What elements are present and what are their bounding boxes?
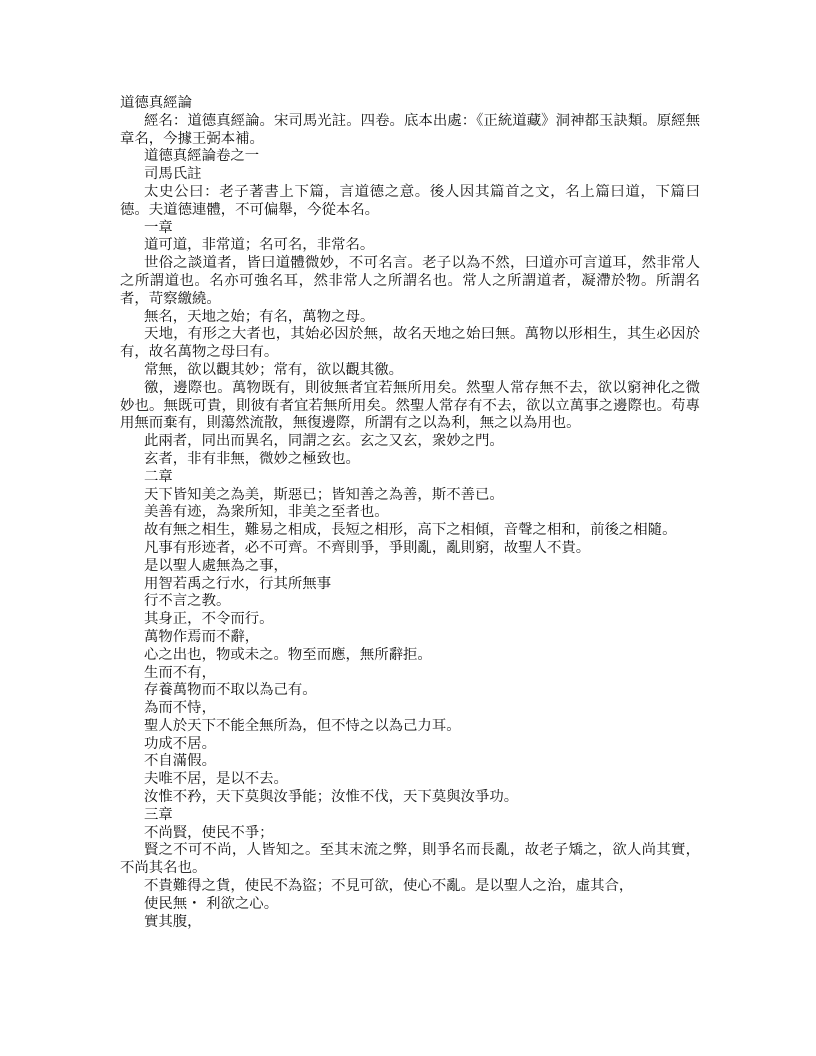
chapter-heading-3: 三章 xyxy=(144,806,173,823)
paragraph: 不尚賢，使民不爭； xyxy=(144,824,274,841)
document-title: 道德真經論 xyxy=(120,95,192,111)
paragraph: 凡事有形迹者，必不可齊。不齊則爭，爭則亂，亂則窮，故聖人不貴。 xyxy=(144,539,591,556)
paragraph: 不自滿假。 xyxy=(144,753,216,770)
paragraph: 賢之不可不尚，人皆知之。至其末流之弊，則爭名而長亂，故老子矯之，欲人尚其實，不尚其名也。 xyxy=(120,842,700,877)
paragraph-metadata: 經名：道德真經論。宋司馬光註。四卷。底本出處：《正統道藏》洞神都玉訣類。原經無章名，今據王弼本補。 xyxy=(120,112,700,147)
paragraph: 玄者，非有非無，微妙之極致也。 xyxy=(144,450,360,467)
paragraph-volume-heading: 道德真經論卷之一 xyxy=(144,148,260,165)
paragraph: 為而不恃， xyxy=(144,700,216,717)
paragraph: 存養萬物而不取以為己有。 xyxy=(144,682,317,699)
paragraph-annotator: 司馬氏註 xyxy=(144,166,202,183)
paragraph: 聖人於天下不能全無所為，但不恃之以為己力耳。 xyxy=(144,717,461,734)
paragraph: 常無，欲以觀其妙；常有，欲以觀其徼。 xyxy=(144,361,404,378)
chapter-heading-1: 一章 xyxy=(144,219,173,236)
paragraph: 無名，天地之始；有名，萬物之母。 xyxy=(144,308,375,325)
paragraph-preface: 太史公曰：老子著書上下篇，言道德之意。後人因其篇首之文，名上篇曰道，下篇曰德。夫道德連體，不可偏舉，今從本名。 xyxy=(120,183,700,218)
paragraph: 此兩者，同出而異名，同謂之玄。玄之又玄，衆妙之門。 xyxy=(144,433,504,450)
paragraph: 道可道，非常道；名可名，非常名。 xyxy=(144,237,375,254)
chapter-heading-2: 二章 xyxy=(144,468,173,485)
paragraph: 不貴難得之貨，使民不為盜；不見可欲，使心不亂。是以聖人之治，虛其合， xyxy=(144,878,634,895)
paragraph: 心之出也，物或未之。物至而應，無所辭拒。 xyxy=(144,646,432,663)
paragraph: 其身正，不令而行。 xyxy=(144,611,274,628)
paragraph: 美善有迹，為衆所知，非美之至者也。 xyxy=(144,504,389,521)
paragraph: 汝惟不矜，天下莫與汝爭能；汝惟不伐，天下莫與汝爭功。 xyxy=(144,789,519,806)
document-page xyxy=(120,95,700,931)
paragraph: 是以聖人處無為之事， xyxy=(144,557,288,574)
paragraph: 功成不居。 xyxy=(144,735,216,752)
paragraph: 天地，有形之大者也，其始必因於無，故名天地之始曰無。萬物以形相生，其生必因於有，故名萬物之母曰有。 xyxy=(120,326,700,361)
paragraph: 行不言之教。 xyxy=(144,593,231,610)
paragraph: 實其腹， xyxy=(144,913,202,930)
paragraph: 使民無・ 利欲之心。 xyxy=(144,895,279,912)
paragraph: 用智若禹之行水，行其所無事 xyxy=(144,575,332,592)
paragraph: 萬物作焉而不辭， xyxy=(144,628,260,645)
paragraph: 天下皆知美之為美，斯惡已；皆知善之為善，斯不善已。 xyxy=(144,486,504,503)
paragraph: 世俗之談道者，皆曰道體微妙，不可名言。老子以為不然，曰道亦可言道耳，然非常人之所謂道也。名亦可強名耳，然非常人之所謂名也。常人之所謂道者，凝滯於物。所謂名者，苛察繳繞。 xyxy=(120,255,700,307)
paragraph: 夫唯不居，是以不去。 xyxy=(144,771,288,788)
paragraph: 故有無之相生，難易之相成，長短之相形，高下之相傾，音聲之相和，前後之相隨。 xyxy=(144,522,677,539)
paragraph: 生而不有， xyxy=(144,664,216,681)
paragraph: 徼，邊際也。萬物既有，則彼無者宜若無所用矣。然聖人常存無不去，欲以窮神化之微妙也。無既可貴，則彼有者宜若無所用矣。然聖人常存有不去，欲以立萬事之邊際也。苟專用無而棄有，則蕩然流散，無復邊際，所謂有之以為利，無之以為用也。 xyxy=(120,379,700,432)
